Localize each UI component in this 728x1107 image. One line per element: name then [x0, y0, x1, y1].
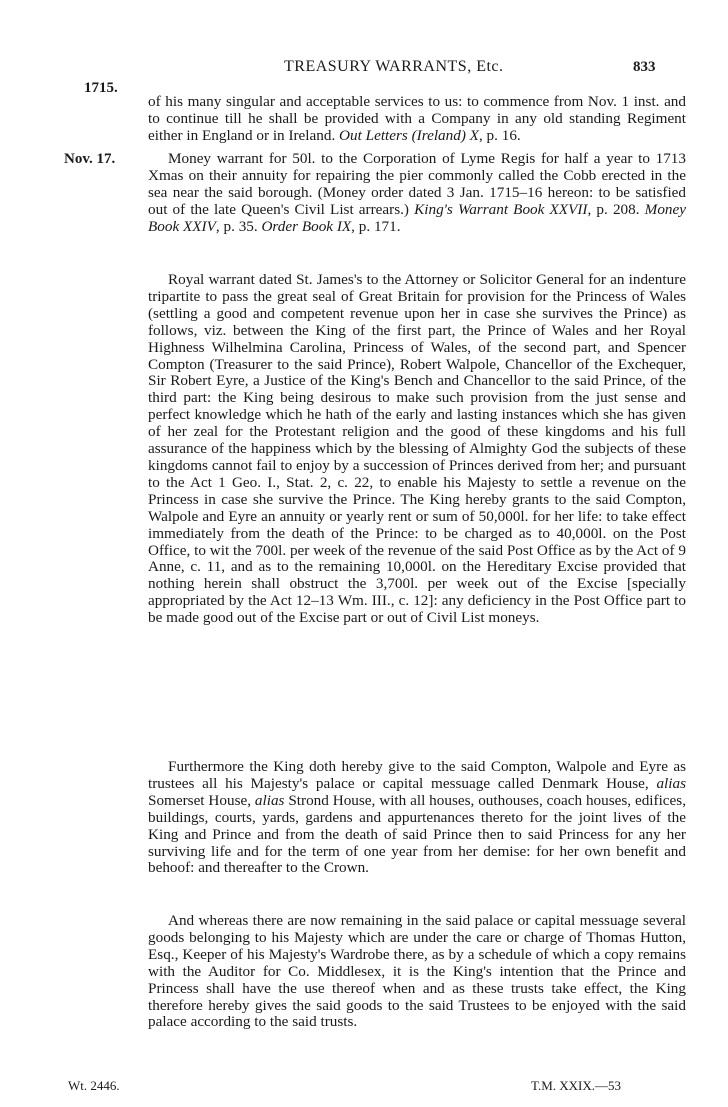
entry-continuation — [148, 94, 686, 145]
entry-paragraph — [148, 759, 686, 877]
footer-print-mark: Wt. 2446. — [68, 1078, 120, 1093]
entry-paragraph — [148, 94, 686, 145]
footer-signature: T.M. XXIX.—53 — [531, 1078, 622, 1093]
text-run: Furthermore the King doth hereby give to the said Compton, Walpole and Eyre as trustees all his Majesty's palace or capital messuage called Denmark House, — [148, 758, 686, 792]
text-run: Royal warrant dated St. James's to the Attorney or Solicitor General for an indenture tripartite to pass the great seal of Great Britain for provision for the Princess of Wales (settling a good and competent revenue upon her in case she survives the Prince) as follows, viz. between the King of the first part, the Prince of Wales and her Royal Highness Wilhelmina Carolina, Princess of Wales, of the second part, and Spencer Compton (Treasurer to the said Prince), Robert Walpole, Chancellor of the Exchequer, Sir Robert Eyre, a Justice of the King's Bench and Chancellor to the said Prince, of the third part: the King being desirous to make such provision from the just sense and perfect knowledge which he hath of the early and lasting instances which she has given of her zeal for the Protestant religion and the good of these kingdoms and his full assurance of the happiness which by the blessing of Almighty God the subjects of these kingdoms cannot fail to enjoy by a succession of Princes derived from her; and pursuant to the Act 1 Geo. I., Stat. 2, c. 22, to enable his Majesty to settle a revenue on the Princess in case she survive the Prince. The King hereby grants to the said Compton, Walpole and Eyre an annuity or yearly rent or sum of 50,000l. for her life: to take effect immediately from the death of the Prince: to be charged as to 40,000l. on the Post Office, to wit the 700l. per week of the revenue of the said Post Office as by the Act of 9 Anne, c. 11, and as to the remaining 10,000l. on the Hereditary Excise provided that nothing herein shall obstruct the 3,700l. per week out of the Excise [specially appropriated by the Act 12–13 Wm. III., c. 12]: any deficiency in the Post Office part to be made good out of the Excise part or out of Civil List moneys. — [148, 271, 686, 627]
text-run: , p. 171. — [351, 217, 401, 235]
entry-royal-warrant-goods — [148, 913, 686, 1031]
italic-reference: alias — [656, 774, 686, 792]
text-run: Money warrant for 50l. to the Corporation of Lyme Regis for half a year to 1713 Xmas on their annuity for repairing the pier commonly called the Cobb erected in the sea near the said borough. (Money order dated 3 Jan. 1715–16 hereon: to be satisfied out of the late Queen's Civil List arrears.) — [148, 150, 686, 218]
text-run: , p. 16. — [478, 126, 521, 144]
entry-money-warrant — [148, 151, 686, 236]
entry-paragraph — [148, 151, 686, 236]
margin-date-nov-17: Nov. 17. — [64, 151, 116, 167]
italic-reference: Out Letters (Ireland) X — [339, 126, 479, 144]
margin-year: 1715. — [84, 80, 118, 96]
text-run: of his many singular and acceptable services to us: to commence from Nov. 1 inst. and to continue till he shall be provided with a Company in any old standing Regiment either in England or in Ireland. — [148, 93, 686, 144]
italic-reference: King's Warrant Book XXVII — [414, 200, 588, 218]
italic-reference: Order Book IX — [261, 217, 352, 235]
entry-paragraph — [148, 913, 686, 1031]
text-run: And whereas there are now remaining in the said palace or capital messuage several goods belonging to his Majesty which are under the care or charge of Thomas Hutton, Esq., Keeper of his Majesty's Wardrobe there, as by a schedule of which a copy remains with the Auditor for Co. Middlesex, it is the King's intention that the Prince and Princess shall have the use thereof when and as these trusts take effect, the King therefore hereby gives the said goods to the said Trustees to be enjoyed with the said palace according to the said trusts. — [148, 912, 686, 1031]
text-run: , p. 208. — [587, 200, 645, 218]
italic-reference: alias — [254, 791, 285, 809]
text-run: , p. 35. — [215, 217, 262, 235]
entry-paragraph — [148, 272, 686, 627]
italic-reference: Money Book XXIV — [148, 200, 686, 235]
entry-royal-warrant-house — [148, 759, 686, 877]
text-run: Somerset House, — [148, 791, 255, 809]
text-run: Strond House, with all houses, outhouses, coach houses, edifices, buildings, courts, yards, gardens and appurtenances thereto for the joint lives of the King and Prince and from the death of said Prince then to said Princess for any her surviving life and for the term of one year from her demise: for her own benefit and behoof: and thereafter to the Crown. — [148, 791, 686, 877]
page-number: 833 — [633, 59, 656, 75]
entry-royal-warrant — [148, 272, 686, 627]
running-title: TREASURY WARRANTS, Etc. — [284, 58, 504, 75]
